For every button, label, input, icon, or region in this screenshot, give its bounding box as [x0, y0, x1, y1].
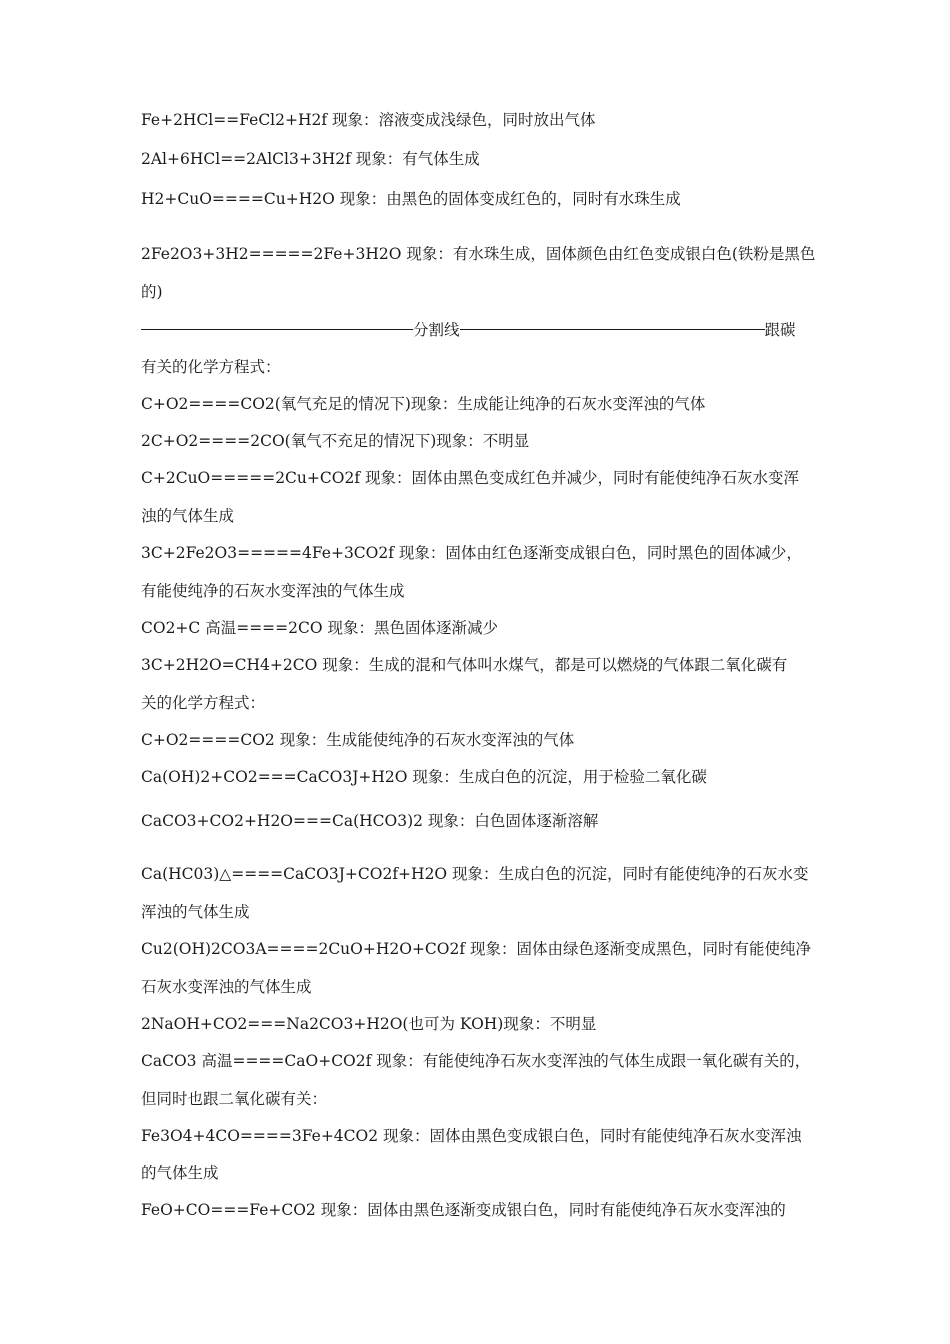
text-line: 3C+2Fe2O3=====4Fe+3CO2f 现象：固体由红色逐渐变成银白色，同时黑色的固体减少，	[141, 544, 802, 562]
text-line: Ca(HC03)△====CaCO3J+CO2f+H2O 现象：生成白色的沉淀，同时有能使纯净的石灰水变	[141, 865, 809, 883]
text-line: 有关的化学方程式：	[141, 358, 281, 376]
text-line: 的)	[141, 283, 163, 301]
text-line: Fe+2HCl==FeCl2+H2f 现象：溶液变成浅绿色，同时放出气体	[141, 111, 596, 129]
text-line: C+O2====CO2 现象：生成能使纯净的石灰水变浑浊的气体	[141, 731, 575, 749]
divider-label: 分割线	[413, 321, 460, 339]
text-line: Cu2(OH)2CO3A====2CuO+H2O+CO2f 现象：固体由绿色逐渐变成黑色，同时有能使纯净	[141, 940, 812, 958]
text-line: C+O2====CO2(氧气充足的情况下)现象：生成能让纯净的石灰水变浑浊的气体	[141, 395, 706, 413]
text-line: Ca(OH)2+CO2===CaCO3J+H2O 现象：生成白色的沉淀，用于检验二氧化碳	[141, 768, 707, 786]
text-line: 但同时也跟二氧化碳有关：	[141, 1090, 328, 1108]
text-line: 的气体生成	[141, 1164, 219, 1182]
text-line: FeO+CO===Fe+CO2 现象：固体由黑色逐渐变成银白色，同时有能使纯净石灰水变浑浊的	[141, 1201, 786, 1219]
divider-rule-left	[141, 329, 413, 330]
text-line: 浊的气体生成	[141, 507, 235, 525]
text-line: Fe3O4+4CO====3Fe+4CO2 现象：固体由黑色变成银白色，同时有能使纯净石灰水变浑浊	[141, 1127, 802, 1145]
text-line: CO2+C 高温====2CO 现象：黑色固体逐渐减少	[141, 619, 499, 637]
divider-rule-right	[460, 329, 765, 330]
text-line: 浑浊的气体生成	[141, 903, 250, 921]
text-line: 有能使纯净的石灰水变浑浊的气体生成	[141, 582, 405, 600]
text-line: 3C+2H2O=CH4+2CO 现象：生成的混和气体叫水煤气，都是可以燃烧的气体跟二氧化碳有	[141, 656, 788, 674]
section-divider	[141, 318, 811, 340]
text-line: 关的化学方程式：	[141, 694, 266, 712]
text-line: 2Fe2O3+3H2=====2Fe+3H2O 现象：有水珠生成，固体颜色由红色变成银白色(铁粉是黑色	[141, 245, 816, 263]
text-line: 2NaOH+CO2===Na2CO3+H2O(也可为 KOH)现象：不明显	[141, 1015, 597, 1033]
text-line: CaCO3 高温====CaO+CO2f 现象：有能使纯净石灰水变浑浊的气体生成跟一氧化碳有关的，	[141, 1052, 811, 1070]
text-line: 2C+O2====2CO(氧气不充足的情况下)现象：不明显	[141, 432, 530, 450]
text-line: 2Al+6HCl==2AlCl3+3H2f 现象：有气体生成	[141, 150, 480, 168]
text-line: H2+CuO====Cu+H2O 现象：由黑色的固体变成红色的，同时有水珠生成	[141, 190, 681, 208]
text-line: 石灰水变浑浊的气体生成	[141, 978, 312, 996]
text-line: C+2CuO=====2Cu+CO2f 现象：固体由黑色变成红色并减少，同时有能使纯净石灰水变浑	[141, 469, 799, 487]
text-line: CaCO3+CO2+H2O===Ca(HCO3)2 现象：白色固体逐渐溶解	[141, 812, 599, 830]
divider-tail-text: 跟碳	[764, 321, 796, 339]
